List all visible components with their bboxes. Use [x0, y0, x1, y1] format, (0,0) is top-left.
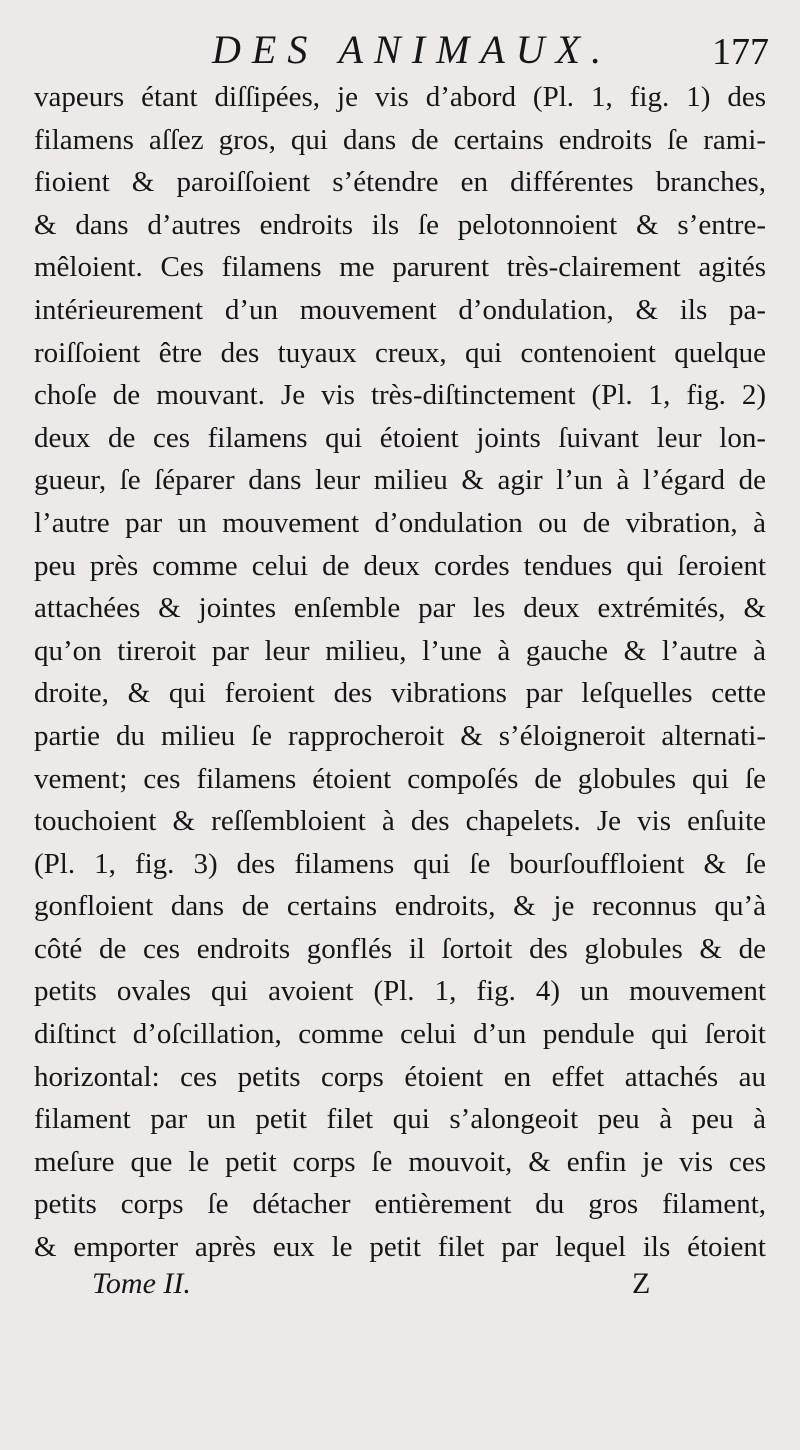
signature-mark: Z [632, 1267, 651, 1300]
text-line: droite, & qui feroient des vibrations par leſquelles cette [34, 677, 766, 710]
text-line: deux de ces filamens qui étoient joints ſuivant leur lon- [34, 421, 766, 454]
text-line: gueur, ſe ſéparer dans leur milieu & agir l’un à l’égard de [34, 464, 766, 497]
text-line: petits corps ſe détacher entièrement du gros filament, [34, 1188, 766, 1221]
text-line: meſure que le petit corps ſe mouvoit, & enfin je vis ces [34, 1145, 766, 1178]
running-head: DES ANIMAUX. [212, 27, 613, 72]
text-line: (Pl. 1, fig. 3) des filamens qui ſe bourſouffloient & ſe [34, 847, 766, 880]
text-line: vapeurs étant diſſipées, je vis d’abord (Pl. 1, fig. 1) des [34, 81, 766, 113]
text-line: choſe de mouvant. Je vis très-diſtinctement (Pl. 1, fig. 2) [34, 379, 766, 412]
text-line: diſtinct d’oſcillation, comme celui d’un pendule qui ſeroit [34, 1018, 766, 1051]
text-line: & emporter après eux le petit filet par lequel ils étoient [34, 1231, 766, 1264]
text-line: & dans d’autres endroits ils ſe pelotonnoient & s’entre- [34, 208, 766, 241]
text-line: partie du milieu ſe rapprocheroit & s’éloigneroit alternati- [34, 719, 766, 752]
text-line: gonfloient dans de certains endroits, & je reconnus qu’à [34, 890, 766, 923]
text-line: attachées & jointes enſemble par les deux extrémités, & [34, 592, 766, 625]
text-line: mêloient. Ces filamens me parurent très-clairement agités [34, 251, 766, 284]
text-line: touchoient & reſſembloient à des chapelets. Je vis enſuite [34, 805, 766, 838]
text-line: filament par un petit filet qui s’alongeoit peu à peu à [34, 1103, 766, 1136]
text-line: filamens aſſez gros, qui dans de certains endroits ſe rami- [34, 123, 766, 156]
text-line: côté de ces endroits gonflés il ſortoit des globules & de [34, 932, 766, 965]
page-header [0, 26, 800, 76]
page-number: 177 [712, 31, 769, 73]
text-line: petits ovales qui avoient (Pl. 1, fig. 4) un mouvement [34, 975, 766, 1008]
text-line: peu près comme celui de deux cordes tendues qui ſeroient [34, 549, 766, 582]
volume-label: Tome II. [92, 1267, 191, 1300]
text-line: l’autre par un mouvement d’ondulation ou de vibration, à [34, 506, 766, 539]
text-line: vement; ces filamens étoient compoſés de globules qui ſe [34, 762, 766, 795]
text-line: intérieurement d’un mouvement d’ondulation, & ils pa- [34, 293, 766, 326]
text-line: qu’on tireroit par leur milieu, l’une à gauche & l’autre à [34, 634, 766, 667]
page-footer [0, 1262, 800, 1312]
text-line: roiſſoient être des tuyaux creux, qui contenoient quelque [34, 336, 766, 369]
body-text [34, 76, 766, 1269]
text-line: horizontal: ces petits corps étoient en effet attachés au [34, 1060, 766, 1093]
text-line: fioient & paroiſſoient s’étendre en différentes branches, [34, 166, 766, 199]
